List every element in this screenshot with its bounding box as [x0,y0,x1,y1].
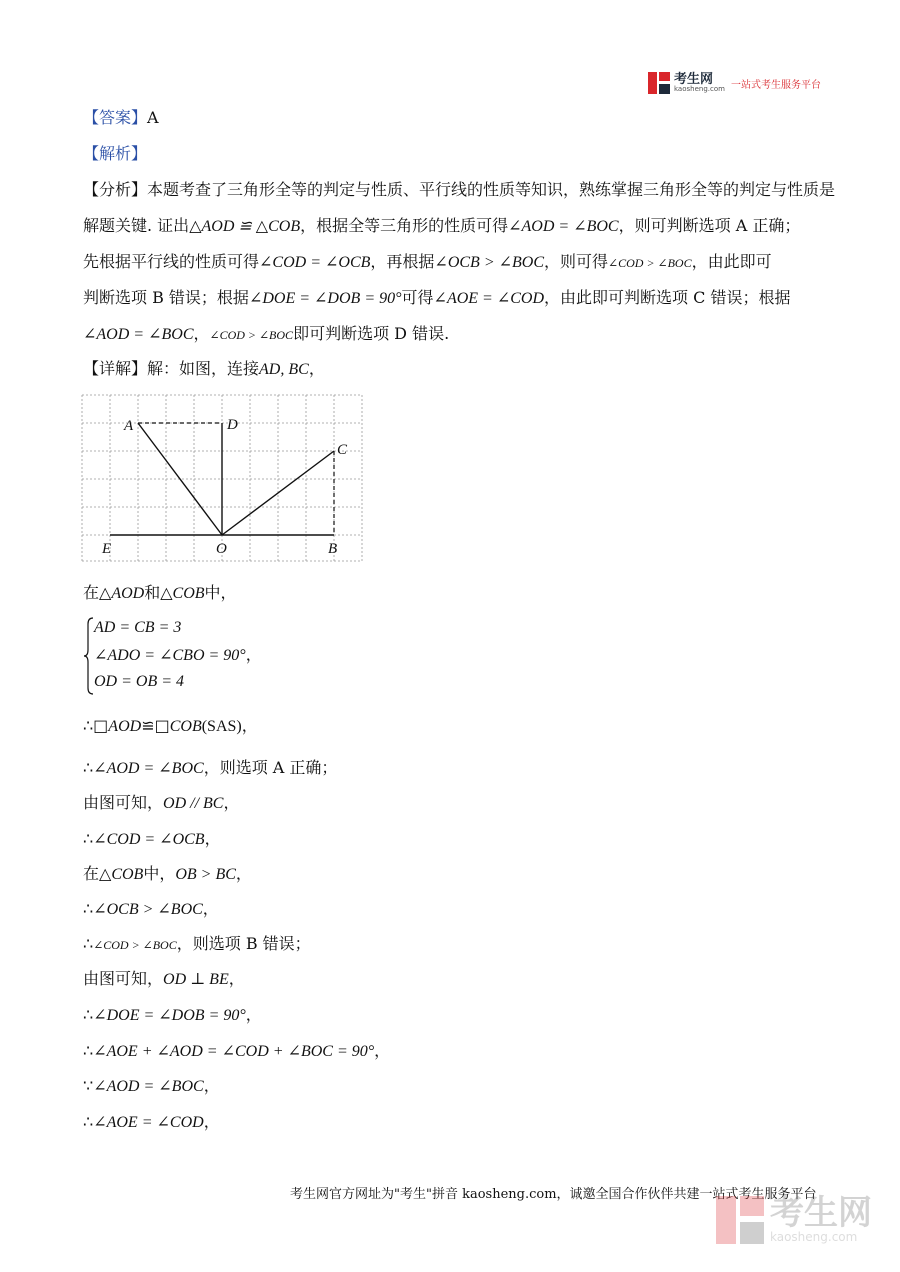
system-eq-1: AD = CB = 3 [94,619,182,636]
text: ， [203,1112,220,1131]
text: 在 [83,864,100,883]
math: △AOD [99,585,145,602]
math: (SAS) [201,718,242,735]
text: ∴ [83,829,94,848]
math: OB > BC [175,866,236,883]
header-slogan: 一站式考生服务平台 [730,79,821,91]
math: AOD [108,718,142,735]
math: AD, BC [259,361,309,378]
math: ∠AOE + ∠AOD = ∠COD + ∠BOC = 90° [93,1043,375,1060]
text: ∴ [83,758,94,777]
watermark-name: 考生网 [770,1193,872,1233]
math: ∠DOE = ∠DOB = 90° [248,290,402,307]
answer-line [83,107,159,129]
analysis-heading [83,143,147,165]
step-4 [83,792,239,815]
text: ， [193,324,210,343]
text: 可得 [401,288,434,307]
text: 中， [143,864,176,883]
logo-icon [648,72,670,94]
math: ∠COD > ∠BOC [93,938,177,952]
text: ，再根据 [370,252,435,271]
step-5 [83,828,221,851]
text: ≌□ [141,716,170,735]
math: ∠AOD = ∠BOC [508,218,619,235]
math: △AOD ≌ △COB [189,218,301,235]
math: ∠DOE = ∠DOB = 90° [93,1007,246,1024]
text: 即可判断选项 D 错误. [293,324,450,343]
text: ，由此即可 [691,252,772,271]
text: 由图可知， [83,969,164,988]
analysis-tag: 【解析】 [83,144,148,163]
watermark-logo [716,1193,872,1244]
text: ，则可得 [544,252,609,271]
math: ∠AOD = ∠BOC [93,1078,204,1095]
text: 解题关键. 证出 [83,216,190,235]
text: ∴ [83,899,94,918]
math: ∠OCB > ∠BOC [93,901,203,918]
math: COB [169,718,202,735]
text: ， [308,359,325,378]
text: ， [374,1041,391,1060]
system-eq-3: OD = OB = 4 [94,673,185,690]
text: ，则选项 B 错误； [176,934,311,953]
label-o: O [216,541,227,557]
text: ∵ [83,1076,94,1095]
math: ∠ADO = ∠CBO = 90° [94,647,246,664]
step-7 [83,898,219,921]
math: ∠AOE = ∠COD [93,1114,204,1131]
text: ， [228,969,245,988]
fenxi-line-1 [83,179,835,201]
fenxi-text: 本题考查了三角形全等的判定与性质、平行线的性质等知识，熟练掌握三角形全等的判定与性质是 [147,180,836,199]
text: ， [223,793,240,812]
logo-domain: kaosheng.com [674,85,725,93]
text: ∴□ [83,716,109,735]
step-10 [83,1004,262,1027]
watermark-domain: kaosheng.com [770,1230,858,1244]
step-12 [83,1075,220,1098]
math: ∠OCB > ∠BOC [434,254,545,271]
math: ∠COD > ∠BOC [608,256,692,270]
text: ， [245,645,262,664]
math: ∠AOD = ∠BOC [93,760,204,777]
math: OD // BC [163,795,224,812]
text: 和 [144,583,161,602]
answer-value: A [147,108,159,127]
answer-tag: 【答案】 [83,108,148,127]
math: ∠AOE = ∠COD [433,290,545,307]
step-3 [83,757,337,780]
label-c: C [337,442,348,458]
math: ∠COD = ∠OCB [259,254,371,271]
math: ∠COD > ∠BOC [209,328,294,342]
text: ∴ [83,1041,94,1060]
fenxi-line-4 [83,287,790,310]
text: ， [202,899,219,918]
text: ∴ [83,1112,94,1131]
step-9 [83,968,245,991]
label-b: B [328,541,338,557]
step-2 [83,715,258,738]
text: 判断选项 B 错误；根据 [83,288,249,307]
text: 由图可知， [83,793,164,812]
math: △COB [99,866,144,883]
text: 中， [204,583,237,602]
fenxi-line-3 [83,251,772,274]
logo-name: 考生网 [674,72,714,87]
footer-text: 考生网官方网址为"考生"拼音 kaosheng.com，诚邀全国合作伙伴共建一站式考生服务平台 [290,1187,817,1202]
step-6 [83,863,252,886]
fenxi-tag: 【分析】 [83,180,148,199]
text: ∴ [83,934,94,953]
step-8 [83,933,311,956]
text: ，根据全等三角形的性质可得 [300,216,509,235]
label-d: D [227,417,238,433]
step-1 [83,582,237,605]
text: ，则可判断选项 A 正确； [618,216,801,235]
math: ∠COD = ∠OCB [93,831,205,848]
text: ，则选项 A 正确； [203,758,338,777]
text: ， [203,1076,220,1095]
text: ∴ [83,1005,94,1024]
math: △COB [160,585,205,602]
step-11 [83,1040,390,1063]
label-a: A [124,418,134,434]
text: 解：如图，连接 [147,359,260,378]
text: ， [241,716,258,735]
text: 在 [83,583,100,602]
math: ∠AOD = ∠BOC [83,326,194,343]
geometry-figure [80,393,364,563]
text: 先根据平行线的性质可得 [83,252,260,271]
header-logo [648,72,821,94]
math: OD ⊥ BE [163,971,229,988]
text: ， [204,829,221,848]
fenxi-line-5 [83,323,449,346]
text: ， [245,1005,262,1024]
fenxi-line-2 [83,215,800,238]
watermark-icon [716,1196,764,1244]
text: ， [235,864,252,883]
xiangjie-line [83,358,325,381]
xiangjie-tag: 【详解】 [83,359,148,378]
system-eq-2 [94,644,262,667]
label-e: E [102,541,112,557]
step-13 [83,1111,220,1134]
text: ，由此即可判断选项 C 错误；根据 [544,288,791,307]
